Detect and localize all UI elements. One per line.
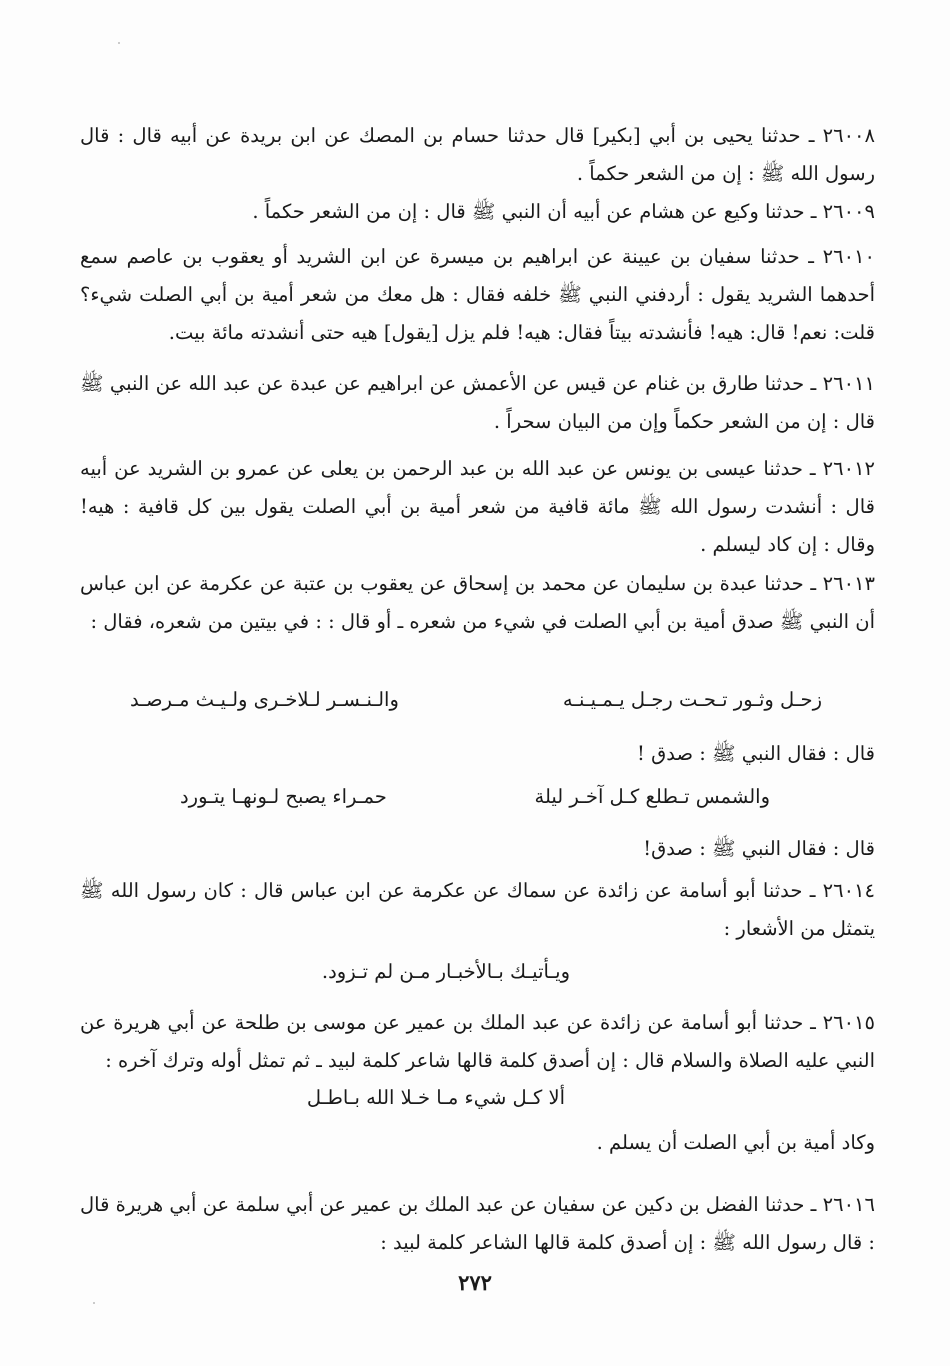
- hadith-26010: [80, 238, 875, 352]
- hadith-text: ٢٦٠١٥ ـ حدثنا أبو أسامة عن زائدة عن عبد الملك بن عمير عن موسى بن طلحة عن أبي هريرة عن النبي عليه الصلاة والسلام قال : إن أصدق كلمة قالها شاعر كلمة لبيد ـ ثم تمثل أوله وترك آخره :: [80, 1011, 875, 1072]
- comment-after-verse-2: [80, 830, 875, 868]
- hadith-text: ٢٦٠٠٨ ـ حدثنا يحيى بن أبي [بكير] قال حدثنا حسام بن المصك عن ابن بريدة عن أبيه قال : قال رسول الله ﷺ : إن من الشعر حكماً .: [80, 124, 875, 185]
- hadith-text: ٢٦٠١٢ ـ حدثنا عيسى بن يونس عن عبد الله بن عبد الرحمن بن يعلى عن عمرو بن الشريد عن أبيه قال : أنشدت رسول الله ﷺ مائة قافية من شعر أمية بن أبي الصلت يقول بين كل قافية : هيه! وقال : إن كاد ليسلم .: [80, 457, 875, 556]
- verse-2-right-hemistich: والشمس تـطلع كـل آخـر ليلة: [534, 785, 770, 808]
- hadith-26013: [80, 565, 875, 641]
- hadith-26011: [80, 365, 875, 441]
- hadith-text: قال : فقال النبي ﷺ : صدق!: [643, 837, 875, 860]
- scan-speck: [93, 1302, 95, 1304]
- hadith-text: ٢٦٠١٤ ـ حدثنا أبو أسامة عن زائدة عن سماك عن عكرمة عن ابن عباس قال : كان رسول الله ﷺ يتمثل من الأشعار :: [80, 879, 875, 940]
- hadith-26012: [80, 450, 875, 564]
- verse-1-right-hemistich: زحـل وثـور تـحـت رجـل يـمـيـنـه: [562, 688, 822, 711]
- hadith-26015-end: [80, 1124, 875, 1162]
- hadith-26015: [80, 1004, 875, 1080]
- hadith-26008: [80, 117, 875, 193]
- verse-3: ويـأتيـك بـالأخبـار مـن لم تـزود.: [321, 960, 570, 983]
- verse-2-left-hemistich: حمـراء يصبح لـونهـا يتـورد: [180, 785, 387, 808]
- hadith-text: ٢٦٠٠٩ ـ حدثنا وكيع عن هشام عن أبيه أن النبي ﷺ قال : إن من الشعر حكماً .: [252, 200, 875, 223]
- verse-1-left-hemistich: والـنـسـر لـلاخـرى ولـيـث مـرصـد: [130, 688, 399, 711]
- scan-speck: [118, 42, 120, 44]
- comment-after-verse-1: [80, 735, 875, 773]
- verse-labid: ألا كـل شيء مـا خـلا الله بـاطـل: [306, 1086, 565, 1109]
- hadith-26009: [80, 193, 875, 231]
- hadith-text: وكاد أمية بن أبي الصلت أن يسلم .: [596, 1131, 875, 1154]
- hadith-text: ٢٦٠١٠ ـ حدثنا سفيان بن عيينة عن ابراهيم بن ميسرة عن ابن الشريد أو يعقوب بن عاصم سمع أحدهما الشريد يقول : أردفني النبي ﷺ خلفه فقال : هل معك من شعر أمية بن أبي الصلت شيء؟ قلت: نعم! قال: هيه! فأنشدته بيتاً فقال: هيه! فلم يزل [يقول] هيه حتى أنشدته مائة بيت.: [80, 245, 875, 344]
- hadith-26014: [80, 872, 875, 948]
- hadith-text: ٢٦٠١٦ ـ حدثنا الفضل بن دكين عن سفيان عن عبد الملك بن عمير عن أبي سلمة عن أبي هريرة قال : قال رسول الله ﷺ : إن أصدق كلمة قالها الشاعر كلمة لبيد :: [80, 1193, 875, 1254]
- hadith-text: قال : فقال النبي ﷺ : صدق !: [637, 742, 875, 765]
- hadith-text: ٢٦٠١٣ ـ حدثنا عبدة بن سليمان عن محمد بن إسحاق عن يعقوب بن عتبة عن عكرمة عن ابن عباس أن النبي ﷺ صدق أمية بن أبي الصلت في شيء من شعره ـ أو قال : : في بيتين من شعره، فقال :: [80, 572, 875, 633]
- hadith-26016: [80, 1186, 875, 1262]
- hadith-text: ٢٦٠١١ ـ حدثنا طارق بن غنام عن قيس عن الأعمش عن ابراهيم عن عبدة عن عبد الله عن النبي ﷺ قال : إن من الشعر حكماً وإن من البيان سحراً .: [80, 372, 875, 433]
- page-number: ٢٧٢: [458, 1270, 492, 1295]
